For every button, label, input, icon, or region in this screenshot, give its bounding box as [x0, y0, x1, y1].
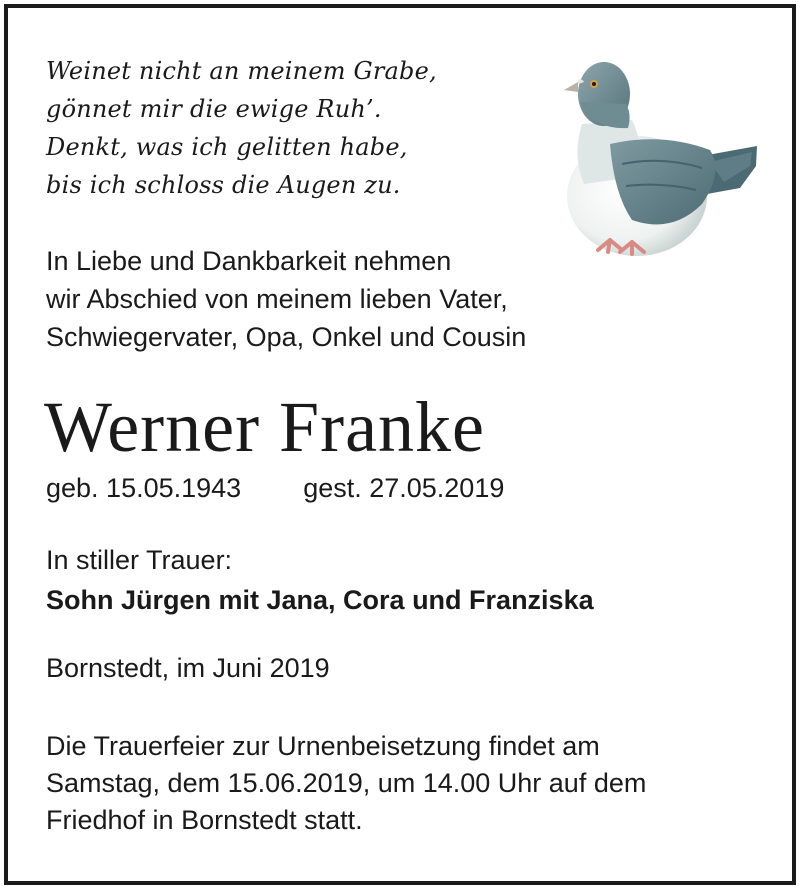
- mourners-family: Sohn Jürgen mit Jana, Cora und Franziska: [46, 585, 594, 615]
- poem-line: gönnet mir die ewige Ruh’.: [46, 95, 382, 123]
- death-date: gest. 27.05.2019: [303, 473, 505, 503]
- intro-line: In Liebe und Dankbarkeit nehmen: [46, 246, 452, 276]
- service-line: Die Trauerfeier zur Urnenbeisetzung findet am: [46, 731, 600, 761]
- dove-icon: [552, 44, 762, 268]
- service-line: Friedhof in Bornstedt statt.: [46, 805, 363, 835]
- poem: [46, 52, 437, 204]
- birth-date: geb. 15.05.1943: [46, 473, 242, 503]
- intro-line: Schwiegervater, Opa, Onkel und Cousin: [46, 322, 527, 352]
- poem-line: bis ich schloss die Augen zu.: [46, 171, 401, 199]
- poem-line: Weinet nicht an meinem Grabe,: [46, 57, 437, 85]
- mourners: [46, 540, 594, 620]
- service-info: [46, 728, 646, 839]
- life-dates: [46, 470, 504, 506]
- deceased-name: Werner Franke: [44, 387, 485, 467]
- poem-line: Denkt, was ich gelitten habe,: [46, 133, 408, 161]
- mourners-heading: In stiller Trauer:: [46, 545, 233, 575]
- service-line: Samstag, dem 15.06.2019, um 14.00 Uhr auf dem: [46, 768, 647, 798]
- place-date: Bornstedt, im Juni 2019: [46, 653, 330, 683]
- intro-line: wir Abschied von meinem lieben Vater,: [46, 284, 508, 314]
- intro-text: [46, 242, 526, 356]
